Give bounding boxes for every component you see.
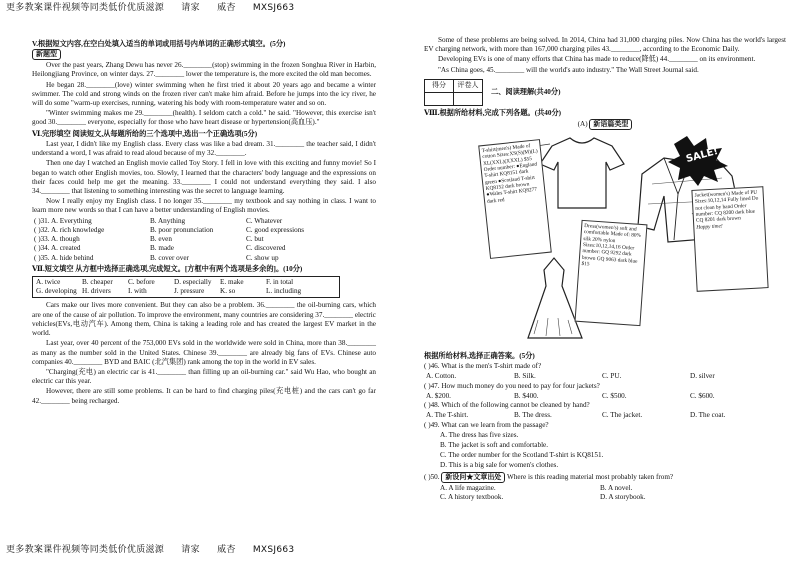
score-cell: 得分 bbox=[425, 79, 454, 92]
option-text: B. The jacket is soft and comfortable. bbox=[440, 441, 549, 450]
section-6-title: Ⅵ.完形填空 阅读短文,从每题所给的三个选项中,选出一个正确选项(5分) bbox=[32, 129, 258, 138]
sale-text: SALE! bbox=[684, 146, 720, 166]
header-text: 更多教案课件视频等同类低价优质滋源 bbox=[6, 3, 165, 13]
page-footer bbox=[6, 545, 308, 557]
passage-paragraph: However, there are still some problems. It can be hard to find charging piles(充电桩) and the cars can't go far 42.________ being recharged. bbox=[32, 387, 376, 405]
right-column bbox=[424, 36, 786, 502]
passage-paragraph: Over the past years, Zhang Dewu has never 26.________(stop) swimming in the frozen Songhua River in Harbin, Heilongjiang Province, on winter days. 27.________ lower the temperature is, the more excited the old man becomes. bbox=[32, 61, 376, 79]
part-2-title: 二、阅读理解(共40分) bbox=[491, 87, 561, 96]
passage-paragraph: "Charging(充电) an electric car is 41.________ than filling up an oil-burning car." said Wu Hao, who bought an electric car this year. bbox=[32, 367, 376, 386]
passage-paragraph: Some of these problems are being solved. In 2014, China had 31,000 charging piles. Now China has the world's largest EV charging network, with more than 167,000 charging piles 43.________, according to the Economic Daily. bbox=[424, 36, 786, 54]
jacket-price-tag: Jacket(women's) Made of PU Sizes:10,12,14 Fully lined Do not clean by hand Order number: CQ 8200 dark blue CQ 8201 dark brown Happy time! bbox=[691, 186, 768, 292]
passage-paragraph: Developing EVs is one of many efforts that China has made to reduce(降低) 44.________ on its environment. bbox=[438, 55, 756, 64]
new-genre-tag: 新语篇类型 bbox=[589, 119, 632, 130]
question-50: ( )50. 新设问★文章出处 Where is this reading material most probably taken from? A. A life magazine. B. A novel. C. A history textbook. D. A storybook. bbox=[424, 472, 786, 502]
option-text: C. The order number for the Scotland T-shirt is KQ8151. bbox=[440, 451, 604, 460]
option-row: A. $200. B. $400. C. $500. C. $600. bbox=[426, 391, 715, 400]
option-row: C. A history textbook. D. A storybook. bbox=[440, 492, 646, 501]
new-type-tag: 新题型 bbox=[32, 49, 61, 60]
section-8-subtitle: 根据所给材料,选择正确答案。(5分) bbox=[424, 352, 535, 361]
option-row: ( )34. A. created B. made C. discovered bbox=[34, 244, 286, 253]
page-header bbox=[6, 3, 308, 15]
section-7-title: Ⅶ.短文填空 从方框中选择正确选项,完成短文。[方框中有两个选项是多余的]。(10分) bbox=[32, 264, 303, 273]
clothing-tags-illustration bbox=[442, 134, 782, 348]
passage-paragraph: Now I really enjoy my English class. I no longer 35.________ my textbook and say nothing in class. I want to learn more new words so that I can have a better understanding of English movies. bbox=[32, 197, 376, 215]
option-row: A. A life magazine. B. A novel. bbox=[440, 483, 633, 492]
left-column bbox=[32, 38, 376, 407]
question-source-tag: 新设问★文章出处 bbox=[441, 472, 505, 483]
question-48 bbox=[424, 401, 786, 420]
passage-paragraph: Last year, I didn't like my English class. Every class was like a bad dream. 31.________ the teacher said, I didn't understand a word, I was afraid to read aloud because of my 32.________. bbox=[32, 139, 376, 158]
footer-text: 威杏 bbox=[217, 545, 236, 556]
question-text: ( )47. How much money do you need to pay for four jackets? bbox=[424, 381, 600, 390]
passage-paragraph: He began 28.________(love) winter swimming when he first tried it about 20 years ago and became a winter swimmer. The cold and strong winds on the frozen river can't make him afraid. Before he jumps into the icy river, he will do some "warm-up exercises, running, watering his body with room-temperature water and so on. bbox=[32, 80, 376, 108]
footer-text: 请家 bbox=[181, 545, 200, 556]
header-text: 威杏 bbox=[217, 3, 236, 13]
tshirt-price-tag: T-shirt(men's) Made of cotton Sizes:XS(S)(M)(L) XL(XXL)(XXXL) $55 Order number: ●England T-shirt KQ8151 dark green ●Scotland T-shirt KQ8152 dark brown ●Wales T-shirt KQ8277 dark red bbox=[478, 139, 552, 259]
grader-cell: 评卷人 bbox=[454, 79, 483, 92]
option-text: A. The dress has five sizes. bbox=[440, 430, 519, 439]
section-8-title: Ⅷ.根据所给材料,完成下列各题。(共40分) bbox=[424, 108, 562, 117]
question-47 bbox=[424, 382, 786, 401]
option-row: A. Cotton. B. Silk. C. PU. D. silver bbox=[426, 372, 715, 381]
section-5-title: V.根据短文内容,在空白处填入适当的单词或用括号内单词的正确形式填空。(5分) 新题型 bbox=[32, 40, 286, 59]
word-box: A. twice B. cheaper C. before D. especially E. make F. in total G. developing H. drivers I. with J. pressure K. so L. including bbox=[32, 276, 340, 298]
option-row: ( )31. A. Everything B. Anything C. Whatever bbox=[34, 216, 283, 225]
dress-price-tag: Dress(women's) soft and comfortable Made of: 80% silk 20% nylon Sizes:10,12,14,16 Order number: GQ 9292 dark brown GQ 9063 dark blue $15 bbox=[575, 220, 648, 326]
passage-paragraph: Then one day I watched an English movie called Toy Story. I fell in love with this exciting and funny movie! So I began to watch other English movies, too. Slowly, I learned that the characters' body language and the expressions on their faces could help me get the meaning. 33.________ I could not understand everything they said. I also 34.________ that listening to something interesting was the secret to language learning. bbox=[32, 159, 376, 196]
part-a-label: (A) 新语篇类型 bbox=[424, 119, 786, 130]
option-row: ( )32. A. rich knowledge B. poor pronunciation C. good expressions bbox=[34, 225, 305, 234]
option-row: A. The T-shirt. B. The dress. C. The jacket. D. The coat. bbox=[426, 411, 726, 420]
question-text: ( )46. What is the men's T-shirt made of? bbox=[424, 362, 542, 371]
header-text: 请家 bbox=[181, 3, 200, 13]
footer-text: 更多教案课件视频等同类低价优质滋源 bbox=[6, 545, 165, 556]
footer-code: MXSJ663 bbox=[252, 545, 295, 556]
question-text: ( )49. What can we learn from the passage? bbox=[424, 420, 549, 429]
score-box bbox=[424, 79, 786, 106]
passage-paragraph: "As China goes, 45.________ will the world's auto industry." The Wall Street Journal said. bbox=[438, 65, 699, 74]
option-row: ( )33. A. though B. even C. but bbox=[34, 235, 264, 244]
passage-paragraph: "Winter swimming makes me 29.________(health). I seldom catch a cold." he said. "However, this exercise isn't good 30.________ everyone, especially for those who have heart disease or hypertension(高血压)." bbox=[32, 109, 376, 127]
option-text: D. This is a big sale for women's clothes. bbox=[440, 461, 559, 470]
question-46 bbox=[424, 362, 786, 381]
option-row: ( )35. A. hide behind B. cover over C. show up bbox=[34, 253, 279, 262]
passage-paragraph: Last year, over 40 percent of the 753,000 EVs sold in the worldwide were sold in China, more than 38.________ as many as the number sold in the United States. Chinese 39.________ are already big fans of EVs. Chinese auto companies 40.________ BYD and BAIC (北汽集团) rank among the top in the world in EV sales. bbox=[32, 339, 376, 366]
cloze-options bbox=[32, 217, 376, 263]
header-code: MXSJ663 bbox=[252, 3, 295, 13]
happy-time-text: Happy time! bbox=[696, 223, 723, 231]
question-text: ( )48. Which of the following cannot be cleaned by hand? bbox=[424, 401, 590, 410]
passage-paragraph: Cars make our lives more convenient. But they can also be a problem. 36.________ the oil-burning cars, which are one of the cause of air pollution. To improve the environment, many countries are considering 37.________ electric vehicles(EVs,电动汽车). Among them, China is taking a leading role and has created the largest EV market in the world. bbox=[32, 301, 376, 338]
question-49 bbox=[424, 421, 786, 471]
